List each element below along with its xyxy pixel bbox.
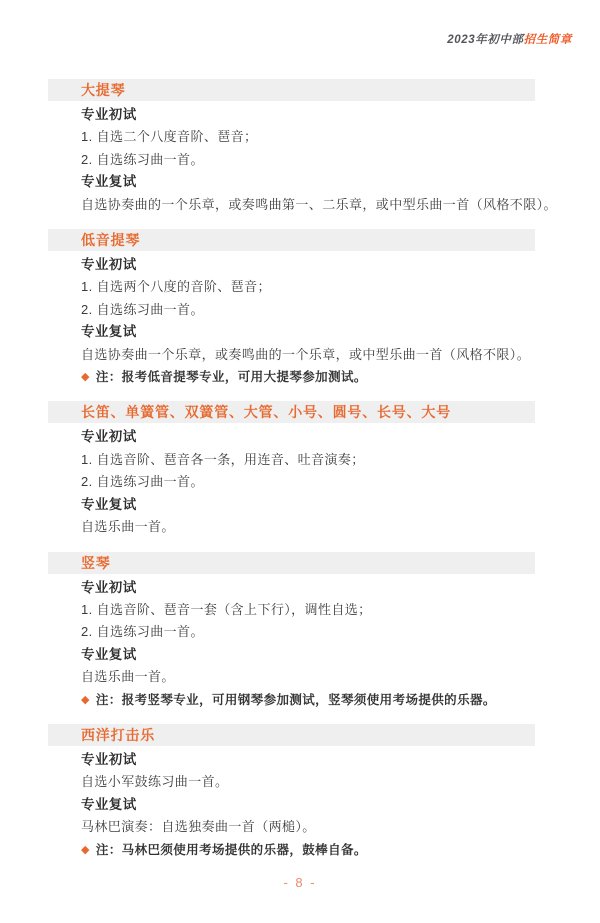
section-title-western-percussion: 西洋打击乐 [48, 724, 535, 746]
requirement-item: 1. 自选音阶、琶音一套（含上下行），调性自选； [81, 601, 372, 617]
requirement-item: 自选乐曲一首。 [81, 519, 175, 535]
note-text: 注：报考低音提琴专业，可用大提琴参加测试。 [95, 370, 367, 385]
section-body [48, 101, 557, 216]
requirement-item: 马林巴演奏：自选独奏曲一首（两槌）。 [81, 819, 316, 835]
requirement-item: 自选乐曲一首。 [81, 669, 175, 685]
section-title-harp: 竖琴 [48, 552, 535, 574]
section-body [48, 746, 535, 861]
section-double-bass [48, 229, 535, 388]
requirement-item: 1. 自选音阶、琶音各一条，用连音、吐音演奏； [81, 451, 365, 467]
note-diamond-icon: ◆ [81, 843, 90, 856]
section-body [48, 423, 535, 538]
note-diamond-icon: ◆ [81, 693, 90, 706]
stage-label-preliminary: 专业初试 [81, 429, 137, 445]
section-cello [48, 79, 557, 216]
requirement-item: 1. 自选二个八度音阶、琶音； [81, 129, 258, 145]
content-area [48, 79, 557, 874]
stage-label-preliminary: 专业初试 [81, 751, 137, 767]
stage-label-final: 专业复试 [81, 496, 137, 512]
stage-label-preliminary: 专业初试 [81, 579, 137, 595]
requirement-item: 2. 自选练习曲一首。 [81, 624, 204, 640]
section-woodwinds-brass [48, 401, 535, 538]
page-number: - 8 - [283, 875, 317, 890]
stage-label-final: 专业复试 [81, 646, 137, 662]
section-title-double-bass: 低音提琴 [48, 229, 535, 251]
section-body [48, 574, 535, 711]
stage-label-preliminary: 专业初试 [81, 257, 137, 273]
section-western-percussion [48, 724, 535, 861]
stage-label-final: 专业复试 [81, 796, 137, 812]
note-diamond-icon: ◆ [81, 371, 90, 384]
note-text: 注：报考竖琴专业，可用钢琴参加测试，竖琴须使用考场提供的乐器。 [95, 692, 496, 707]
requirement-item: 1. 自选两个八度的音阶、琶音； [81, 279, 271, 295]
note-line [81, 366, 535, 388]
stage-label-final: 专业复试 [81, 174, 137, 190]
header-title-highlight: 招生简章 [523, 34, 572, 46]
note-line [81, 839, 535, 861]
section-harp [48, 552, 535, 711]
section-title-woodwinds-brass: 长笛、单簧管、双簧管、大管、小号、圆号、长号、大号 [48, 401, 535, 423]
requirement-item: 2. 自选练习曲一首。 [81, 301, 204, 317]
note-line [81, 689, 535, 711]
page-header [447, 31, 572, 47]
stage-label-preliminary: 专业初试 [81, 107, 137, 122]
requirement-item: 自选协奏曲的一个乐章，或奏鸣曲第一、二乐章，或中型乐曲一首（风格不限）。 [81, 196, 557, 212]
section-title-cello: 大提琴 [48, 79, 535, 101]
requirement-item: 2. 自选练习曲一首。 [81, 151, 204, 167]
requirement-item: 自选小军鼓练习曲一首。 [81, 774, 229, 790]
section-body [48, 251, 535, 388]
header-title-prefix: 2023年初中部 [447, 34, 524, 46]
note-text: 注：马林巴须使用考场提供的乐器，鼓棒自备。 [95, 842, 367, 857]
stage-label-final: 专业复试 [81, 324, 137, 340]
requirement-item: 自选协奏曲一个乐章，或奏鸣曲的一个乐章，或中型乐曲一首（风格不限）。 [81, 346, 531, 362]
requirement-item: 2. 自选练习曲一首。 [81, 474, 204, 490]
